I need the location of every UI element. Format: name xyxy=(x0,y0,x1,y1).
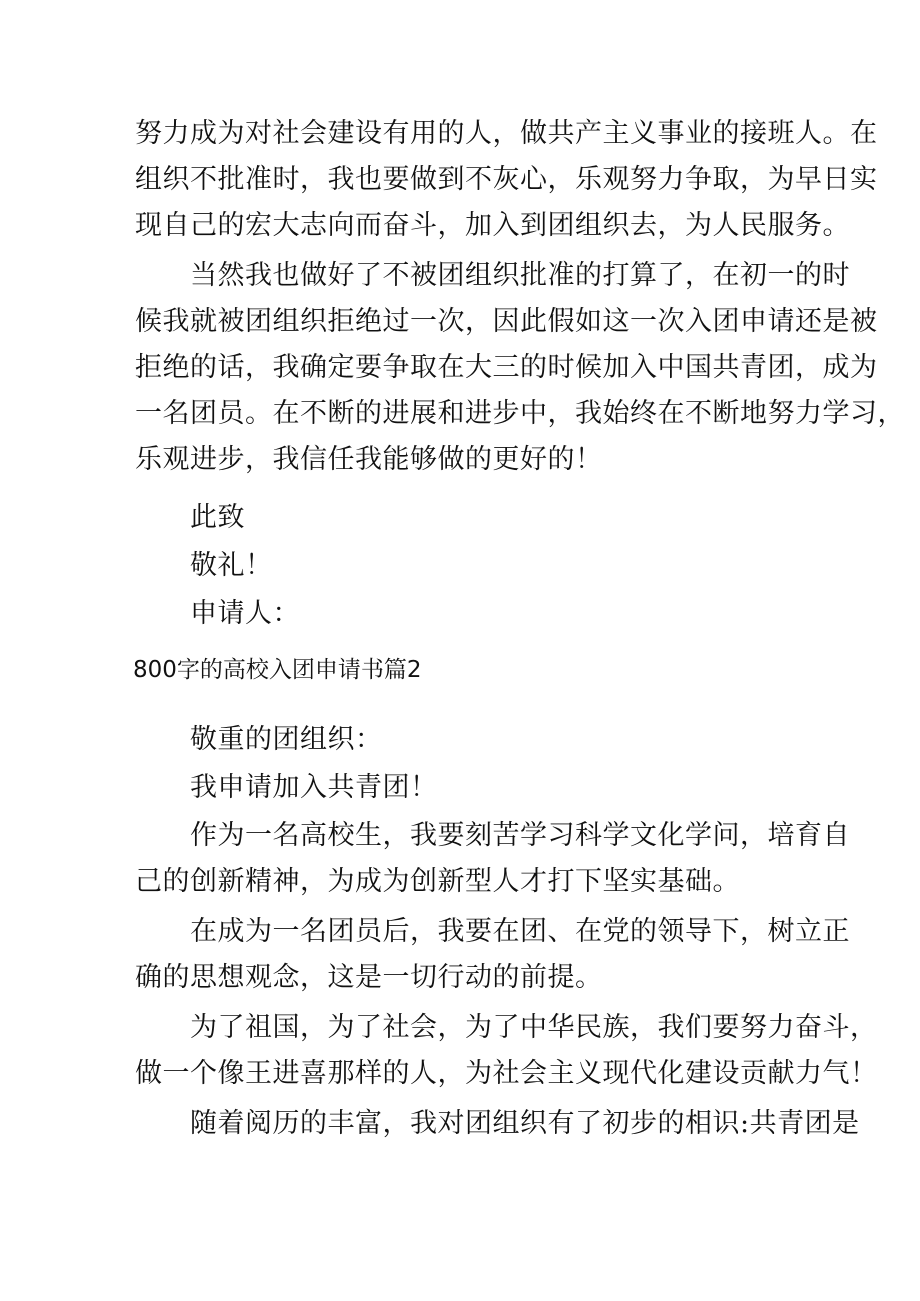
closing-line: 敬礼！ xyxy=(190,550,273,581)
paragraph-line: 候我就被团组织拒绝过一次，因此假如这一次入团申请还是被 xyxy=(135,306,878,337)
paragraph-line: 随着阅历的丰富，我对团组织有了初步的相识:共青团是 xyxy=(190,1108,860,1139)
closing-line: 此致 xyxy=(190,502,245,533)
paragraph-line: 为了祖国，为了社会，为了中华民族，我们要努力奋斗， xyxy=(190,1012,878,1043)
paragraph-line: 己的创新精神，为成为创新型人才打下坚实基础。 xyxy=(135,866,740,897)
paragraph-line: 努力成为对社会建设有用的人，做共产主义事业的接班人。在 xyxy=(135,118,878,149)
paragraph-line: 一名团员。在不断的进展和进步中，我始终在不断地努力学习， xyxy=(135,398,905,429)
paragraph-line: 乐观进步，我信任我能够做的更好的！ xyxy=(135,444,603,475)
salutation-line: 敬重的团组织： xyxy=(190,724,383,755)
paragraph-line: 在成为一名团员后，我要在团、在党的领导下，树立正 xyxy=(190,916,850,947)
signature-line: 申请人： xyxy=(190,598,300,629)
paragraph-line: 做一个像王进喜那样的人，为社会主义现代化建设贡献力气！ xyxy=(135,1058,878,1089)
paragraph-line: 拒绝的话，我确定要争取在大三的时候加入中国共青团，成为 xyxy=(135,352,878,383)
paragraph-line: 当然我也做好了不被团组织批准的打算了，在初一的时 xyxy=(190,260,850,291)
paragraph-line: 组织不批准时，我也要做到不灰心，乐观努力争取，为早日实 xyxy=(135,164,878,195)
paragraph-line: 我申请加入共青团！ xyxy=(190,772,438,803)
section-heading: 800字的高校入团申请书篇2 xyxy=(133,657,422,683)
paragraph-line: 确的思想观念，这是一切行动的前提。 xyxy=(135,962,603,993)
paragraph-line: 现自己的宏大志向而奋斗，加入到团组织去，为人民服务。 xyxy=(135,210,850,241)
paragraph-line: 作为一名高校生，我要刻苦学习科学文化学问，培育自 xyxy=(190,820,850,851)
